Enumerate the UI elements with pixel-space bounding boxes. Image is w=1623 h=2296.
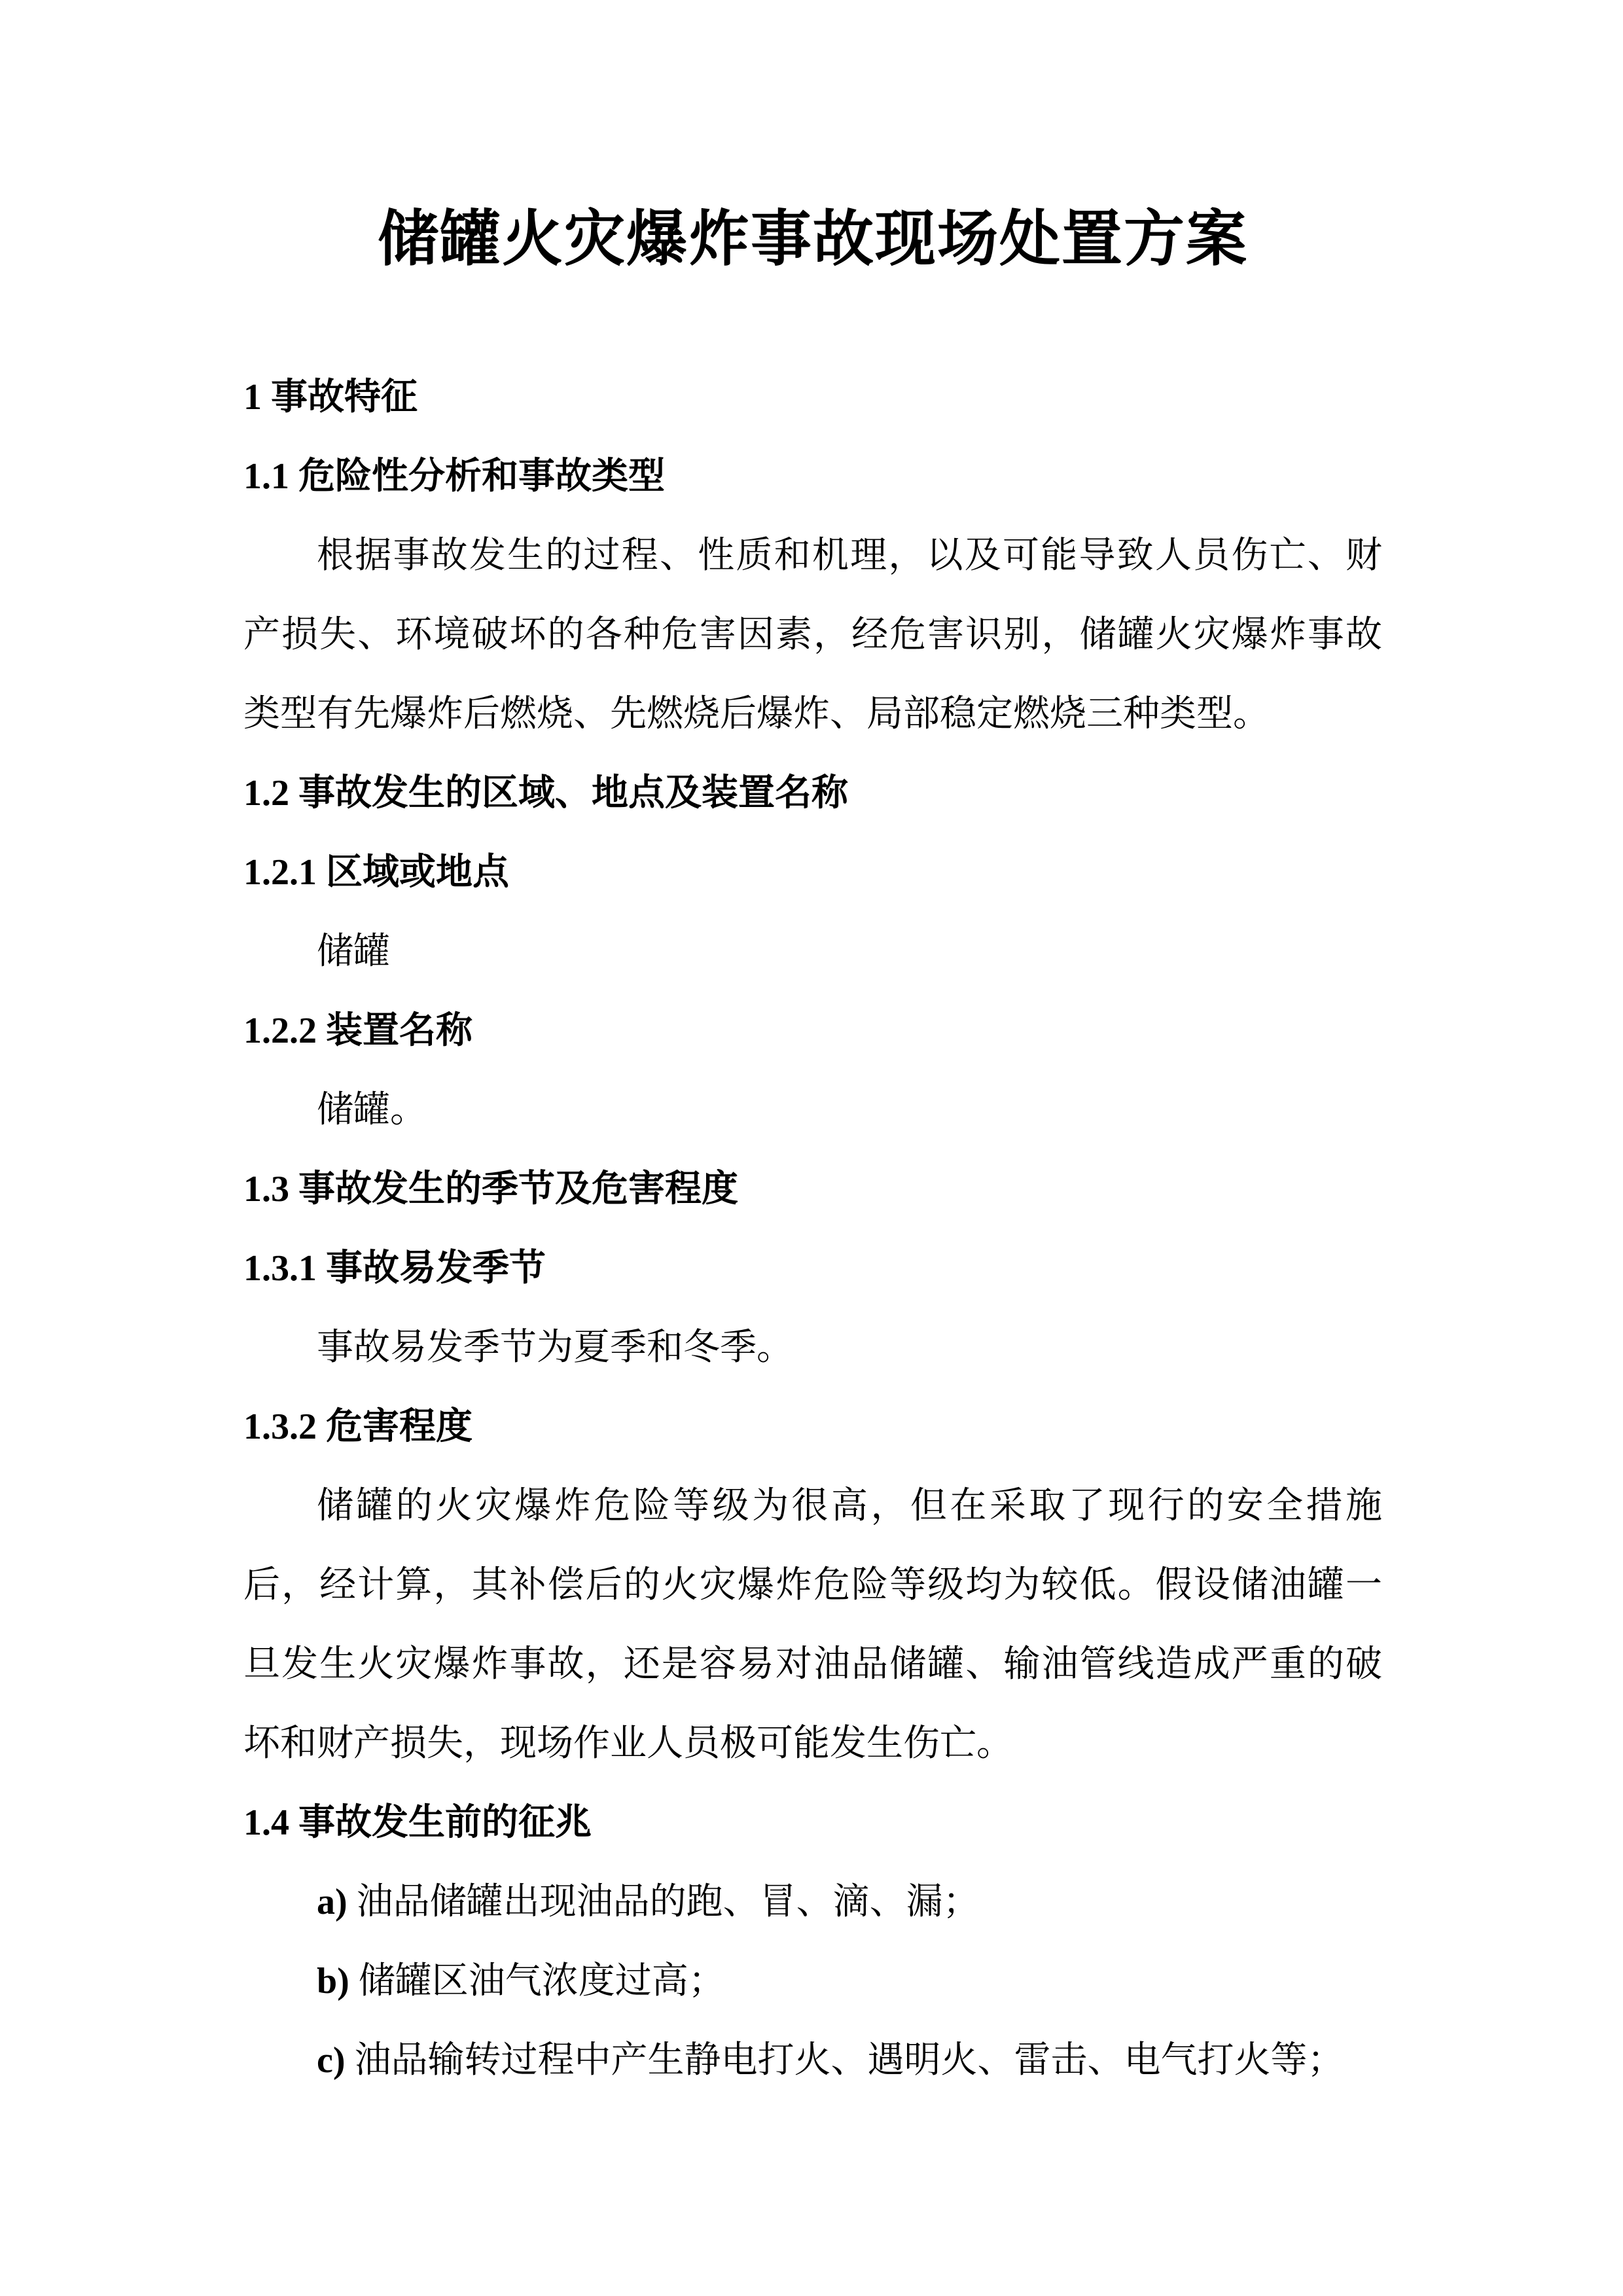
paragraph-line: 产损失、环境破坏的各种危害因素，经危害识别，储罐火灾爆炸事故 xyxy=(243,615,1382,655)
paragraph-line: 储罐。 xyxy=(317,1090,427,1130)
list-marker: a) xyxy=(317,1882,348,1922)
list-item-text: 油品储罐出现油品的跑、冒、滴、漏； xyxy=(356,1882,980,1922)
section-heading-1-3-2: 1.3.2 危害程度 xyxy=(243,1407,473,1447)
section-heading-1: 1 事故特征 xyxy=(243,377,418,418)
doc-title: 储罐火灾爆炸事故现场处置方案 xyxy=(378,205,1248,273)
section-heading-1-4: 1.4 事故发生前的征兆 xyxy=(243,1803,592,1843)
list-marker: c) xyxy=(317,2040,346,2081)
section-heading-1-3: 1.3 事故发生的季节及危害程度 xyxy=(243,1169,738,1210)
list-item-c xyxy=(243,2021,1382,2100)
paragraph-line: 储罐 xyxy=(317,931,390,972)
section-heading-1-2: 1.2 事故发生的区域、地点及装置名称 xyxy=(243,773,848,814)
paragraph-line: 事故易发季节为夏季和冬季。 xyxy=(317,1327,793,1368)
section-heading-1-2-2: 1.2.2 装置名称 xyxy=(243,1011,473,1051)
paragraph-line: 储罐的火灾爆炸危险等级为很高，但在采取了现行的安全措施 xyxy=(317,1486,1382,1526)
paragraph-line: 根据事故发生的过程、性质和机理，以及可能导致人员伤亡、财 xyxy=(317,535,1382,576)
list-item-b xyxy=(243,1942,1382,2021)
list-item-a xyxy=(243,1863,1382,1942)
paragraph-line: 坏和财产损失，现场作业人员极可能发生伤亡。 xyxy=(243,1723,1013,1764)
list-item-text: 储罐区油气浓度过高； xyxy=(358,1961,725,2001)
paragraph-line: 旦发生火灾爆炸事故，还是容易对油品储罐、输油管线造成严重的破 xyxy=(243,1644,1382,1685)
paragraph-line: 类型有先爆炸后燃烧、先燃烧后爆炸、局部稳定燃烧三种类型。 xyxy=(243,694,1270,734)
section-heading-1-1: 1.1 危险性分析和事故类型 xyxy=(243,456,665,497)
section-heading-1-2-1: 1.2.1 区域或地点 xyxy=(243,852,509,893)
paragraph-line: 后，经计算，其补偿后的火灾爆炸危险等级均为较低。假设储油罐一 xyxy=(243,1565,1382,1605)
list-item-text: 油品输转过程中产生静电打火、遇明火、雷击、电气打火等； xyxy=(354,2040,1344,2081)
list-marker: b) xyxy=(317,1961,349,2001)
section-heading-1-3-1: 1.3.1 事故易发季节 xyxy=(243,1248,546,1289)
